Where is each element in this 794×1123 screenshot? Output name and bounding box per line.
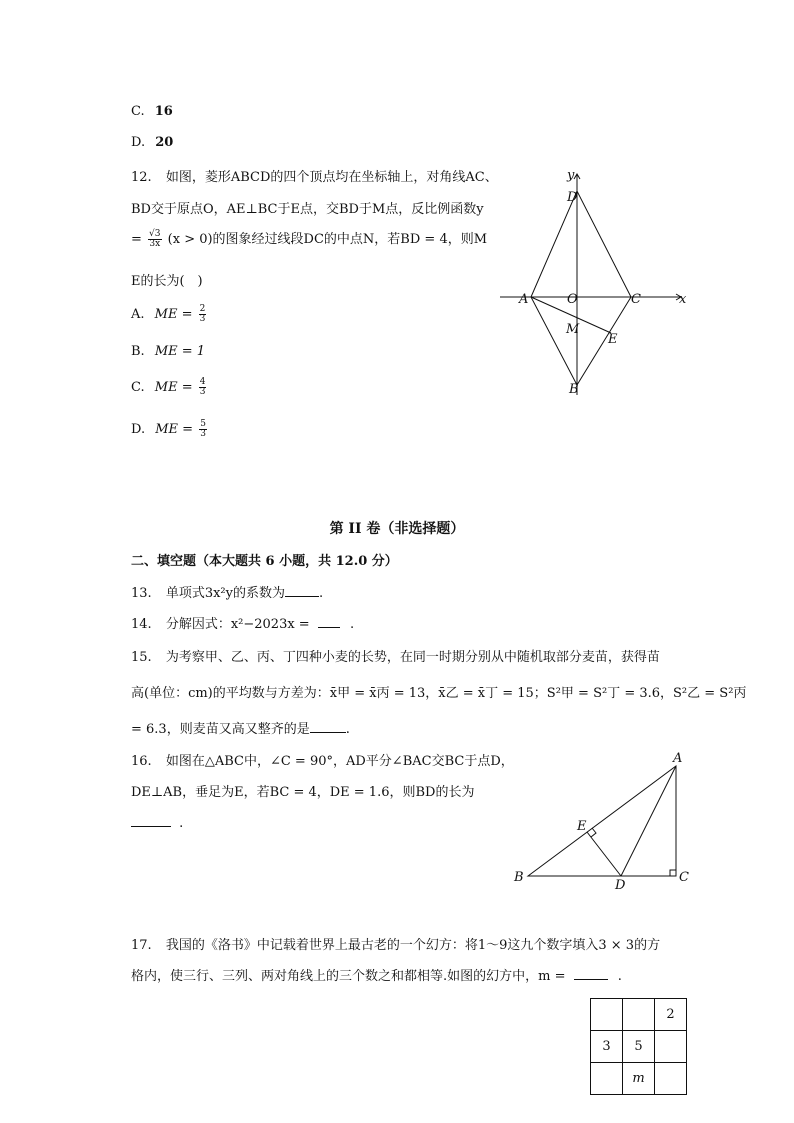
- question-number: 16.: [131, 754, 152, 769]
- fraction-numerator: √3: [149, 229, 161, 239]
- q15-line1: [131, 646, 660, 665]
- right-angle-c: [670, 870, 676, 876]
- label-o: O: [567, 292, 578, 307]
- magic-square: [590, 998, 687, 1095]
- fraction-denominator: 3: [199, 387, 206, 397]
- section-heading: 二、填空题（本大题共 6 小题，共 12.0 分）: [131, 554, 398, 569]
- question-text: (x > 0)的图象经过线段DC的中点N，若BD = 4，则M: [167, 232, 488, 247]
- label-y: y: [567, 168, 575, 183]
- option-label: B.: [131, 344, 145, 359]
- rhombus-abcd: [531, 191, 631, 385]
- question-number: 15.: [131, 650, 152, 665]
- q13: [131, 582, 323, 601]
- grid-cell: [623, 999, 655, 1031]
- answer-blank[interactable]: [574, 967, 608, 980]
- q17-line1: [131, 934, 660, 953]
- part2-title: 第 II 卷（非选择题）: [329, 521, 465, 537]
- grid-cell: [655, 1031, 687, 1063]
- label-a: A: [673, 751, 683, 766]
- label-c: C: [631, 292, 641, 307]
- period: .: [617, 969, 622, 984]
- question-number: 17.: [131, 938, 152, 953]
- grid-cell: [591, 1063, 623, 1095]
- grid-row: [591, 999, 687, 1031]
- q12-option-d: [131, 420, 209, 439]
- fraction-denominator: 3: [199, 314, 206, 324]
- fraction-denominator: 3: [200, 429, 206, 439]
- fraction: [148, 230, 161, 249]
- option-label: D.: [131, 422, 146, 437]
- period: .: [179, 816, 184, 831]
- label-d: D: [567, 190, 578, 205]
- q12-option-b: [131, 344, 205, 359]
- q11-option-c: [131, 104, 173, 119]
- q16-line1: [131, 750, 514, 769]
- period: .: [319, 586, 324, 601]
- option-value: 20: [155, 135, 174, 150]
- question-number: 14.: [131, 617, 152, 632]
- q12-line3: [131, 228, 487, 249]
- option-text: ME = 1: [154, 344, 206, 359]
- option-label: A.: [131, 307, 145, 322]
- question-number: 13.: [131, 586, 152, 601]
- option-label: D.: [131, 135, 146, 150]
- answer-blank[interactable]: [285, 584, 319, 597]
- question-text: = 6.3，则麦苗又高又整齐的是: [131, 722, 310, 737]
- equals-sign: =: [131, 232, 142, 247]
- grid-cell: 3: [591, 1031, 623, 1063]
- option-text: ME =: [155, 422, 194, 437]
- answer-blank[interactable]: [318, 615, 340, 628]
- q15-line2: 高(单位：cm)的平均数与方差为：x̄甲 = x̄丙 = 13，x̄乙 = x̄丁 = 15；S²甲 = S²丁 = 3.6，S²乙 = S²丙: [131, 686, 747, 701]
- q16-triangle-figure: [510, 750, 710, 890]
- label-d: D: [615, 878, 626, 890]
- question-text: 单项式3x²y的系数为: [165, 586, 285, 601]
- fraction: [199, 420, 207, 439]
- q11-option-d: [131, 135, 173, 150]
- option-text: ME =: [154, 380, 193, 395]
- fraction-denominator: 3x: [149, 239, 161, 249]
- q16-line3: [131, 814, 183, 831]
- option-label: C.: [131, 380, 145, 395]
- right-angle-e: [591, 828, 596, 837]
- q12-line1: [131, 166, 498, 185]
- triangle-abc: [528, 766, 676, 876]
- grid-cell: 5: [623, 1031, 655, 1063]
- segment-ad: [621, 766, 676, 876]
- period: .: [345, 722, 350, 737]
- q12-option-c: [131, 378, 208, 397]
- question-number: 12.: [131, 170, 152, 185]
- fraction-numerator: 2: [199, 304, 206, 314]
- fraction-numerator: 4: [199, 377, 206, 387]
- grid-cell: m: [623, 1063, 655, 1095]
- label-a: A: [519, 292, 529, 307]
- grid-row: [591, 1063, 687, 1095]
- q12-line4: E的长为( ): [131, 274, 203, 289]
- label-c: C: [679, 870, 689, 885]
- answer-blank[interactable]: [310, 720, 346, 733]
- q12-option-a: [131, 305, 208, 324]
- label-b: B: [514, 870, 524, 885]
- fraction: [199, 378, 207, 397]
- option-label: C.: [131, 104, 145, 119]
- label-x: x: [679, 292, 687, 307]
- grid-cell: 2: [655, 999, 687, 1031]
- q16-line2: DE⊥AB，垂足为E，若BC = 4，DE = 1.6，则BD的长为: [131, 785, 475, 800]
- label-e: E: [608, 332, 618, 347]
- question-text: 格内，使三行、三列、两对角线上的三个数之和都相等.如图的幻方中，m =: [131, 969, 566, 984]
- option-value: 16: [154, 104, 173, 119]
- q15-line3: [131, 718, 350, 737]
- question-text: 分解因式：x²−2023x =: [165, 617, 310, 632]
- grid-row: [591, 1031, 687, 1063]
- q17-line2: [131, 965, 622, 984]
- q14: [131, 613, 354, 632]
- segment-de: [587, 832, 621, 876]
- period: .: [350, 617, 355, 632]
- grid-cell: [655, 1063, 687, 1095]
- fraction-numerator: 5: [200, 419, 206, 429]
- label-b: B: [569, 382, 579, 397]
- question-text: 为考察甲、乙、丙、丁四种小麦的长势，在同一时期分别从中随机取部分麦苗，获得苗: [165, 650, 660, 665]
- fraction: [199, 305, 207, 324]
- q12-rhombus-figure: [495, 165, 695, 400]
- answer-blank[interactable]: [131, 814, 171, 827]
- label-e: E: [577, 819, 587, 834]
- grid-cell: [591, 999, 623, 1031]
- q12-line2: BD交于原点O，AE⊥BC于E点，交BD于M点，反比例函数y: [131, 202, 484, 217]
- label-m: M: [566, 322, 580, 337]
- question-text: 我国的《洛书》中记载着世界上最古老的一个幻方：将1～9这九个数字填入3 × 3的方: [165, 938, 661, 953]
- question-text: 如图在△ABC中，∠C = 90°，AD平分∠BAC交BC于点D，: [165, 754, 514, 769]
- option-text: ME =: [154, 307, 193, 322]
- question-text: 如图，菱形ABCD的四个顶点均在坐标轴上，对角线AC、: [165, 170, 498, 185]
